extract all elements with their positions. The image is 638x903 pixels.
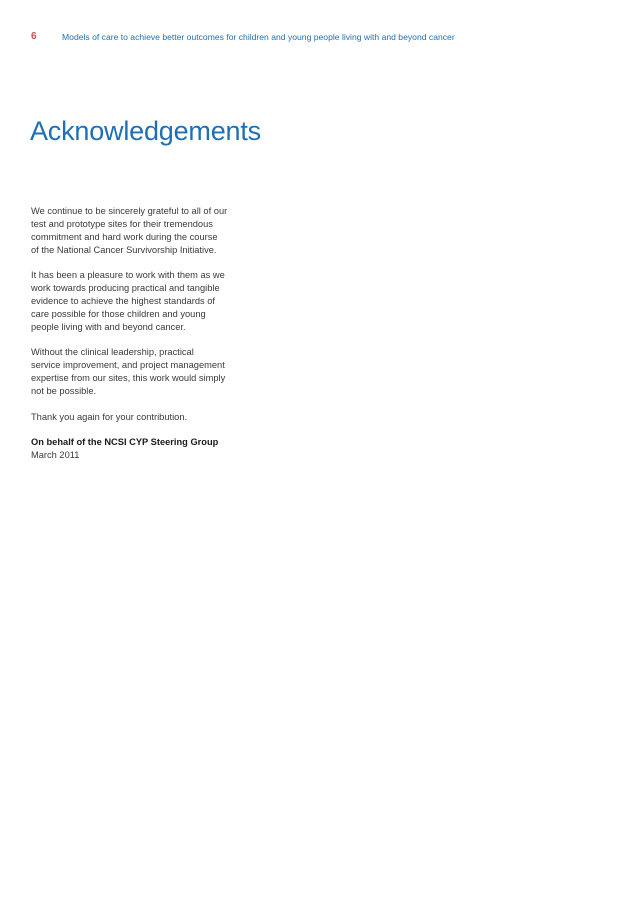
paragraph-pleasure xyxy=(31,269,261,334)
signoff xyxy=(31,436,261,462)
running-header: Models of care to achieve better outcomes for children and young people living with and beyond cancer xyxy=(62,32,455,42)
text-line: of the National Cancer Survivorship Initiative. xyxy=(31,244,217,255)
text-line: We continue to be sincerely grateful to all of our xyxy=(31,206,228,216)
text-line: test and prototype sites for their tremendous xyxy=(31,218,213,229)
text-line: Without the clinical leadership, practical xyxy=(31,347,194,358)
text-line: expertise from our sites, this work would simply xyxy=(31,373,226,384)
text-line: people living with and beyond cancer. xyxy=(31,321,186,332)
page-title: Acknowledgements xyxy=(30,116,261,146)
text-line: not be possible. xyxy=(31,386,97,397)
paragraph-thanks xyxy=(31,411,261,424)
text-line: evidence to achieve the highest standards of xyxy=(31,296,215,307)
signoff-name: On behalf of the NCSI CYP Steering Group xyxy=(31,437,219,448)
text-line: care possible for those children and young xyxy=(31,308,206,319)
paragraph-leadership xyxy=(31,346,261,398)
text-line: work towards producing practical and tangible xyxy=(31,283,220,294)
signoff-date: March 2011 xyxy=(31,449,80,460)
text-line: commitment and hard work during the course xyxy=(31,231,218,242)
body-text xyxy=(31,205,261,462)
page-number: 6 xyxy=(31,31,37,42)
text-line: Thank you again for your contribution. xyxy=(31,411,188,422)
text-line: It has been a pleasure to work with them as we xyxy=(31,270,225,281)
text-line: service improvement, and project management xyxy=(31,360,225,371)
paragraph-gratitude xyxy=(31,205,261,257)
